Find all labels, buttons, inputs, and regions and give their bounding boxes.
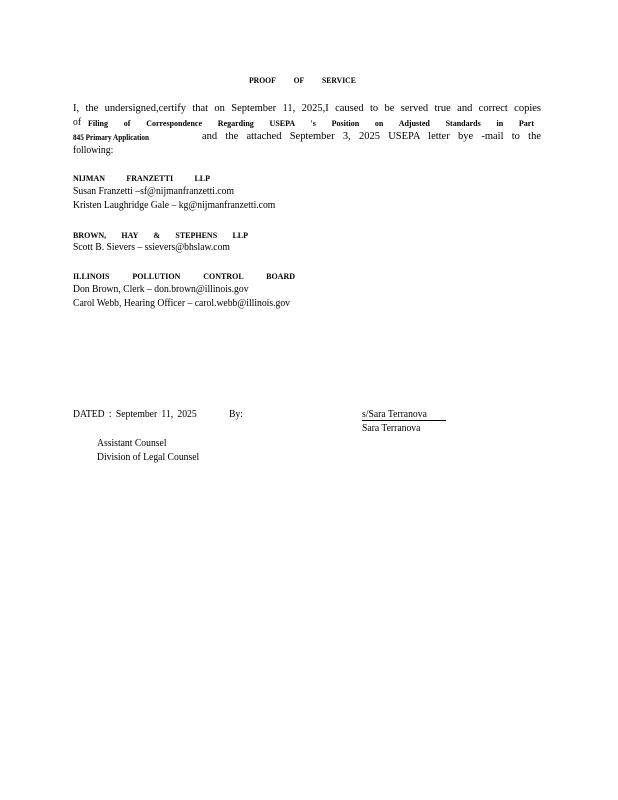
signer-title-line-2: Division of Legal Counsel xyxy=(97,452,200,463)
signer-name: Sara Terranova xyxy=(362,423,421,434)
paragraph-line-2-prefix: of xyxy=(73,117,82,128)
recipient-firm-2: BROWN, HAY & STEPHENS LLP xyxy=(73,231,248,240)
recipient-firm-3: ILLINOIS POLLUTION CONTROL BOARD xyxy=(73,272,295,281)
signature-entry: s/Sara Terranova xyxy=(362,409,427,420)
recipient-contact: Don Brown, Clerk – don.brown@illinois.gov xyxy=(73,284,249,295)
signature-underline xyxy=(362,420,446,421)
paragraph-line-1: I, the undersigned,certify that on September 11, 2025,I caused to be served true and correct copies xyxy=(73,103,541,114)
recipient-contact: Scott B. Sievers – ssievers@bhslaw.com xyxy=(73,242,230,253)
recipient-contact: Susan Franzetti –sf@nijmanfranzetti.com xyxy=(73,186,234,197)
recipient-contact: Kristen Laughridge Gale – kg@nijmanfranzetti.com xyxy=(73,200,276,211)
signer-title-line-1: Assistant Counsel xyxy=(97,438,167,449)
page-title: PROOF OF SERVICE xyxy=(249,75,356,85)
paragraph-line-3-rest: and the attached September 3, 2025 USEPA letter bye -mail to the xyxy=(202,131,541,142)
by-label: By: xyxy=(229,409,243,420)
paragraph-line-4: following: xyxy=(73,145,114,156)
dated-line: DATED : September 11, 2025 xyxy=(73,409,197,420)
recipient-firm-1: NIJMAN FRANZETTI LLP xyxy=(73,174,210,183)
recipient-contact: Carol Webb, Hearing Officer – carol.webb@illinois.gov xyxy=(73,298,291,309)
paragraph-line-3-bold: 845 Primary Application xyxy=(73,133,150,142)
paragraph-line-2-bold: Filing of Correspondence Regarding USEPA 's Position on Adjusted Standards in Part xyxy=(88,119,534,128)
